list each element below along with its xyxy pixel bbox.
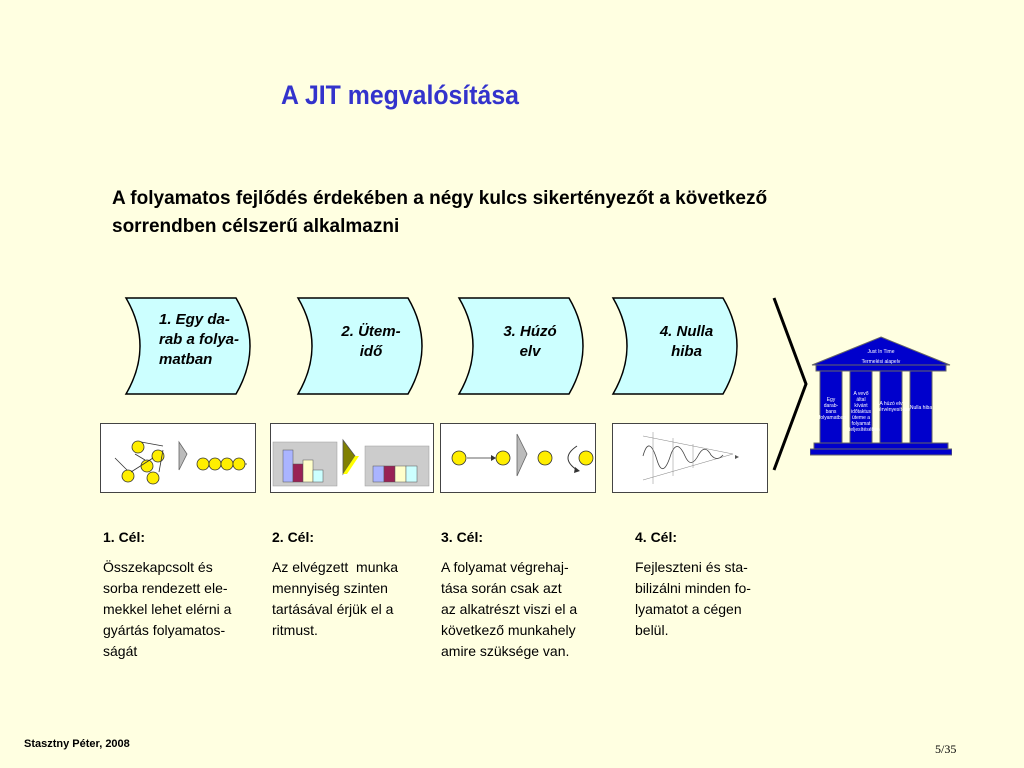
goal-3-line: az alkatrészt viszi el a — [441, 601, 578, 617]
goal-4-line: lyamatot a cégen — [635, 601, 742, 617]
step-4-label: 4. Nulla hiba — [659, 323, 714, 360]
goal-2-line: Az elvégzett munka — [272, 559, 399, 575]
jit-temple — [810, 335, 952, 457]
step-2-label: 2. Ütem- idő — [341, 323, 401, 360]
goal-1 — [103, 527, 263, 662]
goal-1-line: gyártás folyamatos- — [103, 622, 226, 638]
illustration-one-piece-flow — [100, 423, 256, 493]
step-1-shape — [124, 296, 264, 396]
goal-2-line: tartásával érjük el a — [272, 601, 394, 617]
goal-1-line: ságát — [103, 643, 138, 659]
temple-pillar-2: A vevő által kívánt időtaktus üteme a folyamat teljesítésében — [849, 391, 880, 433]
subtitle-line-1: A folyamatos fejlődés érdekében a négy kulcs sikertényezőt a következő — [112, 188, 768, 209]
temple-pillar-1: Egy darab- bans folyamatban — [819, 397, 847, 421]
page-title: A JIT megvalósítása — [281, 80, 519, 110]
subtitle-line-2: sorrendben célszerű alkalmazni — [112, 216, 400, 237]
goal-4-line: Fejleszteni és sta- — [635, 559, 748, 575]
illustration-takt-time — [270, 423, 434, 493]
goal-1-line: Összekapcsolt és — [103, 559, 213, 575]
goal-4-line: belül. — [635, 622, 669, 638]
page-number: 5/35 — [935, 742, 957, 756]
goal-3-line: amire szüksége van. — [441, 643, 570, 659]
goal-3-line: tása során csak azt — [441, 580, 562, 596]
step-2-shape — [296, 296, 436, 396]
one-piece-flow-svg — [101, 424, 255, 492]
temple-pillar-4: Nulla hiba — [909, 405, 933, 411]
takt-time-svg — [271, 424, 433, 492]
subtitle — [112, 185, 872, 241]
illustration-zero-defect — [612, 423, 768, 493]
step-1-label: 1. Egy da- rab a folya- matban — [159, 311, 240, 368]
goal-2-heading: 2. Cél: — [272, 529, 315, 545]
step-4-shape — [611, 296, 751, 396]
goal-1-line: sorba rendezett ele- — [103, 580, 228, 596]
goal-2 — [272, 527, 432, 641]
goal-2-line: mennyiség szinten — [272, 580, 388, 596]
illustration-pull-system — [440, 423, 596, 493]
goal-3 — [441, 527, 601, 662]
footer-author: Stasztny Péter, 2008 — [24, 738, 130, 750]
goal-4-line: bilizálni minden fo- — [635, 580, 751, 596]
goal-4 — [635, 527, 795, 641]
goal-3-line: A folyamat végrehaj- — [441, 559, 569, 575]
zero-defect-svg — [613, 424, 767, 492]
bracket-arrow — [770, 296, 810, 476]
goal-4-heading: 4. Cél: — [635, 529, 678, 545]
temple-pillar-3: A húzó elv érvényesítése — [879, 401, 911, 413]
step-3-label: 3. Húzó elv — [503, 323, 557, 360]
goal-3-line: következő munkahely — [441, 622, 576, 638]
step-3-shape — [457, 296, 597, 396]
goal-2-line: ritmust. — [272, 622, 318, 638]
goal-1-heading: 1. Cél: — [103, 529, 146, 545]
temple-roof-line-2: Termelési alapelv — [861, 359, 901, 365]
goal-1-line: mekkel lehet elérni a — [103, 601, 232, 617]
pull-system-svg — [441, 424, 595, 492]
temple-roof-line-1: Just In Time — [867, 349, 895, 355]
goal-3-heading: 3. Cél: — [441, 529, 484, 545]
